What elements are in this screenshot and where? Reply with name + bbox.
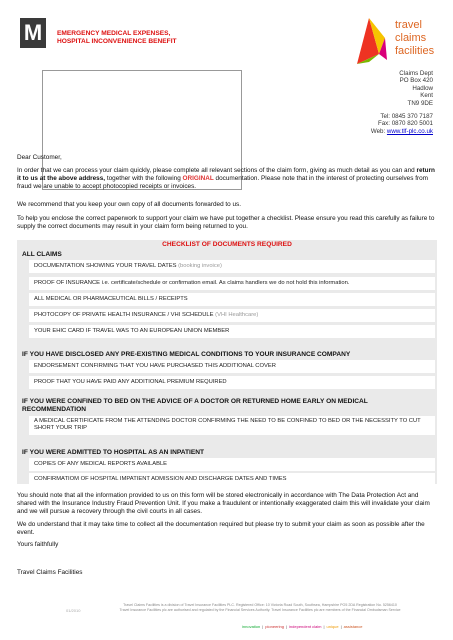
section-preexisting: IF YOU HAVE DISCLOSED ANY PRE-EXISTING MEDICAL CONDITIONS TO YOUR INSURANCE COMPANY <box>22 351 351 358</box>
form-title: EMERGENCY MEDICAL EXPENSES, HOSPITAL INCONVENIENCE BENEFIT <box>57 30 177 45</box>
checklist-item[interactable]: ENDORSEMENT CONFIRMING THAT YOU HAVE PURCHASED THIS ADDITIONAL COVER <box>29 360 435 373</box>
fax-number: Fax: 0870 820 5001 <box>377 120 433 128</box>
checklist-item[interactable]: COPIES OF ANY MEDICAL REPORTS AVAILABLE <box>29 458 435 471</box>
salutation: Dear Customer, <box>17 154 62 161</box>
checklist-item[interactable]: ALL MEDICAL OR PHARMACEUTICAL BILLS / RECEIPTS <box>29 293 435 306</box>
checklist-item[interactable]: YOUR EHIC CARD IF TRAVEL WAS TO AN EUROPEAN UNION MEMBER <box>29 325 435 338</box>
section-confined-bed: IF YOU WERE CONFINED TO BED ON THE ADVICE OF A DOCTOR OR RETURNED HOME EARLY ON MEDICAL RECOMMENDATION <box>22 398 368 413</box>
checklist-item[interactable]: PROOF THAT YOU HAVE PAID ANY ADDITIONAL PREMIUM REQUIRED <box>29 376 435 389</box>
checklist-item[interactable]: DOCUMENTATION SHOWING YOUR TRAVEL DATES (booking invoice) <box>29 260 435 273</box>
page-code: 01/2010 <box>66 608 81 613</box>
phone-number: Tel: 0845 370 7187 <box>380 113 433 121</box>
checklist-item[interactable]: PROOF OF INSURANCE i.e. certificate/schedule or confirmation email. As claims handlers we do not hold this information. <box>29 277 435 290</box>
checklist-item[interactable]: A MEDICAL CERTIFICATE FROM THE ATTENDING DOCTOR CONFIRMING THE NEED TO BE CONFINED TO BED OR THE NECESSITY TO CUT SHORT YOUR TRIP <box>29 416 435 435</box>
company-signature: Travel Claims Facilities <box>17 569 83 576</box>
logo-text-facilities: facilities <box>395 45 435 57</box>
checklist-title: CHECKLIST OF DOCUMENTS REQUIRED <box>162 241 292 248</box>
website-link[interactable]: www.tlf-plc.co.uk <box>386 127 433 135</box>
values-strip: innovation | pioneering | independent claim | unique | assistance <box>242 624 363 629</box>
checklist-item[interactable]: PHOTOCOPY OF PRIVATE HEALTH INSURANCE / VHI SCHEDULE (VHI Healthcare) <box>29 309 435 322</box>
data-protection-paragraph: You should note that all the information provided to us on this form will be stored electronically in accordance with The Data Protection Act and shared with the Insurance Industry Fraud Prevention Unit. If you make a fraudulent or intentionally exaggerated claim this will invalidate your claim and we will pursue a recovery through the civil courts in all cases. <box>17 492 430 516</box>
logo-text-travel: travel <box>395 19 422 31</box>
company-logo <box>355 14 435 66</box>
intro-paragraph: In order that we can process your claim quickly, please complete all relevant sections of the claim form, giving as much detail as you can and return it to us at the above address, together with the following ORIGINAL documentation. Please note that in the interest of protecting ourselves from fraud we are unable to accept photocopied receipts or invoices. <box>17 167 435 191</box>
section-inpatient: IF YOU WERE ADMITTED TO HOSPITAL AS AN INPATIENT <box>22 449 205 456</box>
return-address: Claims Dept PO Box 420 Hadlow Kent TN9 9DE Tel: 0845 370 7187 Fax: 0870 820 5001 Web: www.tlf-plc.co.uk <box>370 70 433 135</box>
legal-footer: Travel Claims Facilities is a division of Travel Insurance Facilities PLC. Registered Office: 10 Victoria Road South, Southsea, Hampshire PO5 2DA Registration No. 5256410 Travel Insurance Facilities plc are authorised and regulated by the Financial Services Authority. Travel Insurance Facilities plc are members of the Financial Ombudsman Service <box>119 603 401 612</box>
signoff: Yours faithfully <box>17 541 59 548</box>
timing-paragraph: We do understand that it may take time to collect all the documentation required but please try to submit your claim as soon as possible after the event. <box>17 521 425 537</box>
checklist-intro: To help you enclose the correct paperwork to support your claim we have put together a checklist. Please ensure you read this carefully as failure to supply the correct documents may result in your claim form being returned to you. <box>17 215 435 231</box>
checklist-item[interactable]: CONFIRMATIOM OF HOSPITAL IMPATIENT ADMISSION AND DISCHARGE DATES AND TIMES <box>29 473 435 486</box>
logo-text-claims: claims <box>395 32 427 44</box>
section-all-claims: ALL CLAIMS <box>22 251 62 258</box>
copy-paragraph: We recommend that you keep your own copy of all documents forwarded to us. <box>17 201 242 208</box>
form-badge: M <box>20 18 46 48</box>
